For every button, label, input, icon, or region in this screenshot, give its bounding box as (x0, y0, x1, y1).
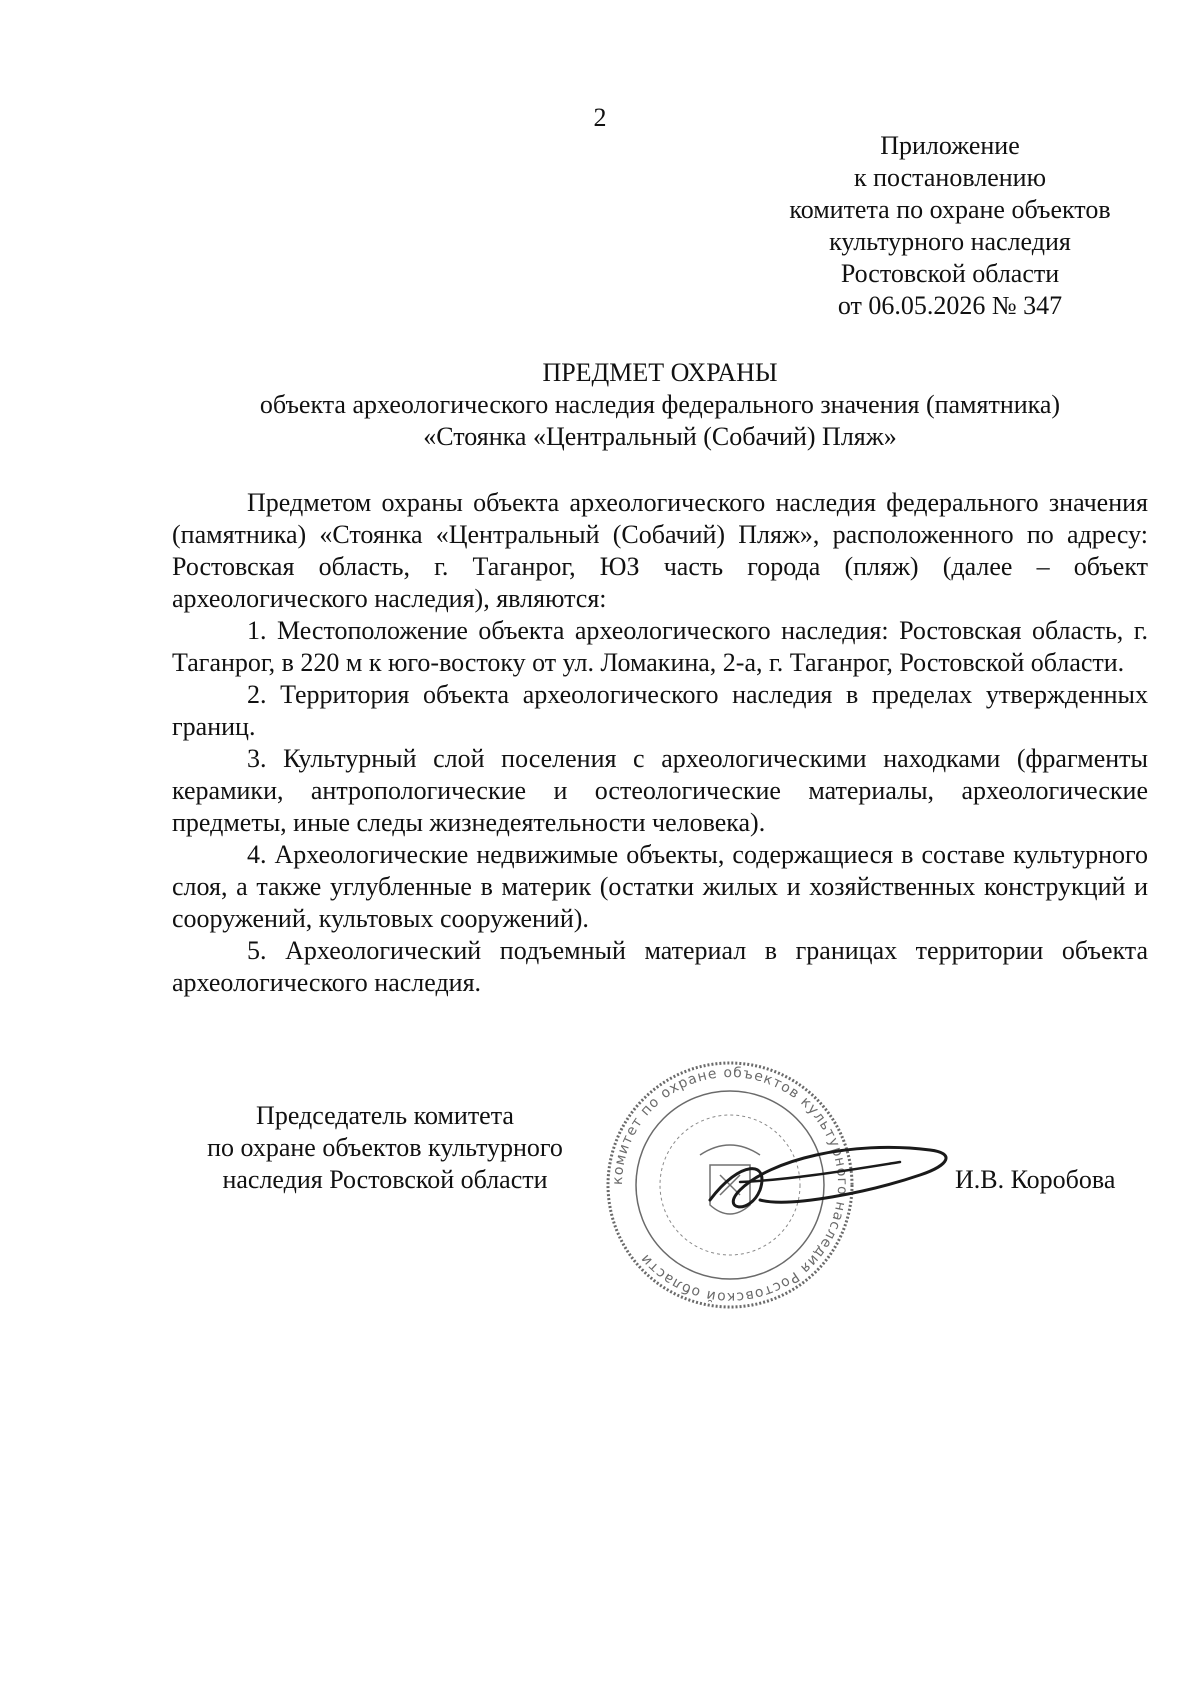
document-heading: ПРЕДМЕТ ОХРАНЫ (542, 358, 778, 387)
signer-position-line: Председатель комитета (256, 1101, 514, 1130)
appendix-line: Приложение (880, 131, 1020, 160)
list-item: 4. Археологические недвижимые объекты, содержащиеся в составе культурного слоя, а также углубленные в материк (остатки жилых и хозяйственных конструкций и сооружений, культовых сооружений). (172, 840, 1148, 933)
intro-paragraph: Предметом охраны объекта археологического наследия федерального значения (памятника) «Стоянка «Центральный (Собачий) Пляж», расположенного по адресу: Ростовская область, г. Таганрог, ЮЗ часть города (пляж) (далее – объект археологического наследия), являются: (172, 488, 1148, 613)
appendix-line: к постановлению (853, 163, 1047, 192)
appendix-line: комитета по охране объектов (789, 195, 1111, 224)
signer-position (170, 1100, 600, 1196)
document-title-block (172, 357, 1148, 453)
signer-position-line: наследия Ростовской области (222, 1165, 548, 1194)
svg-text:комитет по охране объектов кул: комитет по охране объектов культурного наследия Ростовской области (609, 1064, 851, 1306)
appendix-line: от 06.05.2026 № 347 (837, 291, 1063, 320)
list-item: 2. Территория объекта археологического наследия в пределах утвержденных границ. (172, 680, 1148, 741)
appendix-line: Ростовской области (840, 259, 1060, 288)
list-item: 1. Местоположение объекта археологического наследия: Ростовская область, г. Таганрог, в 220 м к юго-востоку от ул. Ломакина, 2-а, г. Таганрог, Ростовской области. (172, 616, 1148, 677)
signature-icon (700, 1120, 960, 1230)
document-subtitle: объекта археологического наследия федерального значения (памятника) (259, 390, 1061, 419)
page-number: 2 (593, 103, 607, 132)
signer-name: И.В. Коробова (955, 1165, 1116, 1194)
list-item: 5. Археологический подъемный материал в границах территории объекта археологического наследия. (172, 936, 1148, 997)
appendix-block (760, 130, 1140, 322)
signer-position-line: по охране объектов культурного (207, 1133, 563, 1162)
list-item: 3. Культурный слой поселения с археологическими находками (фрагменты керамики, антропологические и остеологические материалы, археологические предметы, иные следы жизнедеятельности человека). (172, 744, 1148, 837)
appendix-line: культурного наследия (829, 227, 1071, 256)
document-body (172, 487, 1148, 999)
document-subtitle-object: «Стоянка «Центральный (Собачий) Пляж» (423, 422, 897, 451)
